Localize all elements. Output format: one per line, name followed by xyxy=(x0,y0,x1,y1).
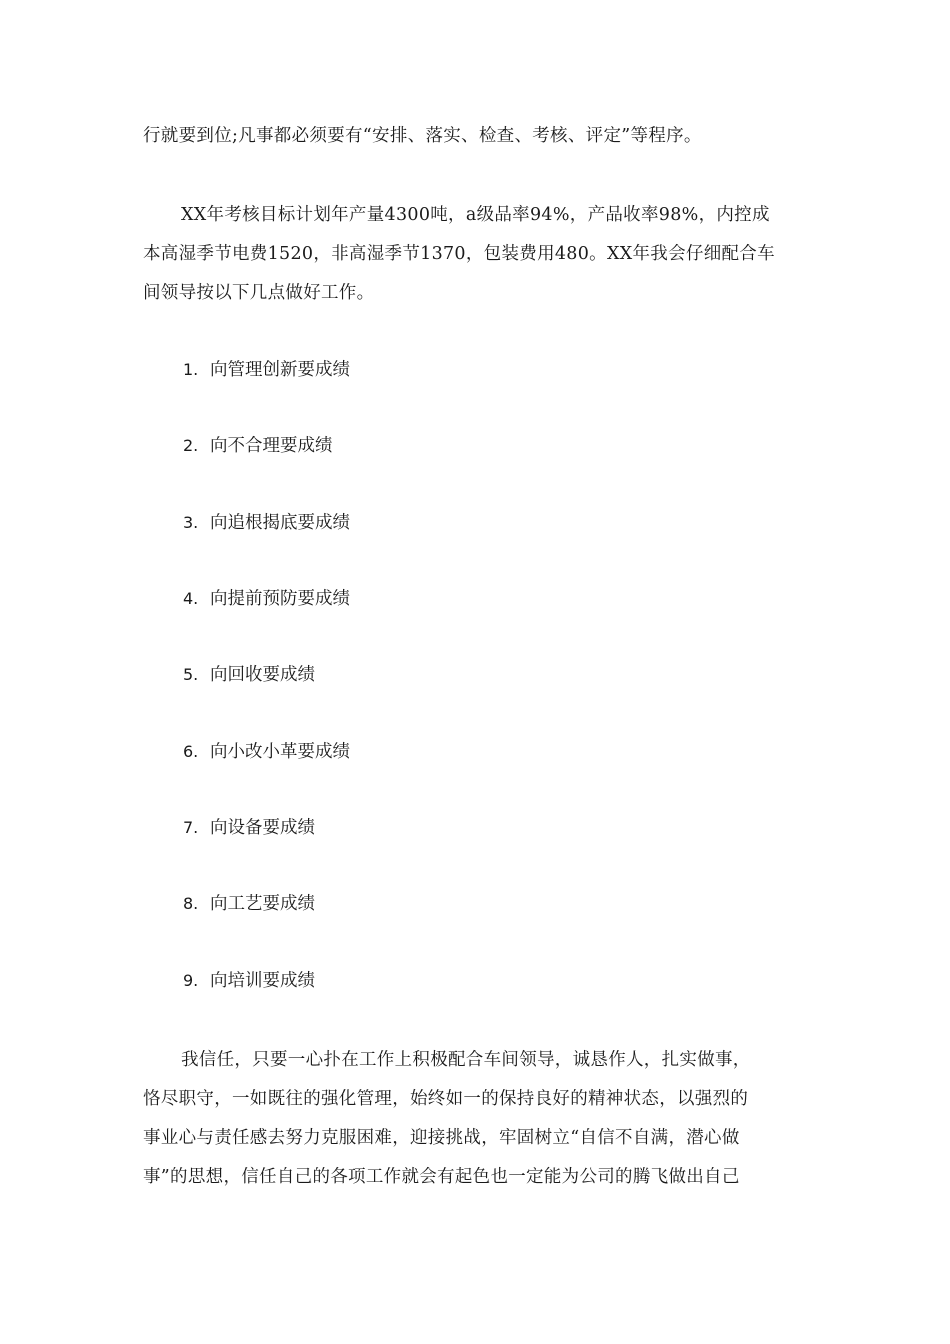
list-number: 1. xyxy=(183,360,199,379)
list-number: 4. xyxy=(183,589,199,608)
list-text: 向设备要成绩 xyxy=(210,818,315,838)
list-number: 7. xyxy=(183,818,199,837)
list-text: 向回收要成绩 xyxy=(210,665,315,685)
list-text: 向追根揭底要成绩 xyxy=(210,513,350,533)
list-number: 3. xyxy=(183,513,199,532)
list-number: 8. xyxy=(183,894,199,913)
list-text: 向培训要成绩 xyxy=(210,971,315,991)
list-item xyxy=(183,511,350,535)
intro-line: 行就要到位;凡事都必须要有“安排、落实、检查、考核、评定”等程序。 xyxy=(143,126,702,146)
list-text: 向提前预防要成绩 xyxy=(210,589,350,609)
list-item xyxy=(183,969,315,993)
list-item xyxy=(183,587,350,611)
paragraph-line: 本高湿季节电费1520，非高湿季节1370，包装费用480。XX年我会仔细配合车 xyxy=(143,244,775,264)
paragraph-line: 事业心与责任感去努力克服困难，迎接挑战，牢固树立“自信不自满，潜心做 xyxy=(143,1128,740,1148)
paragraph-line: 事”的思想，信任自己的各项工作就会有起色也一定能为公司的腾飞做出自己 xyxy=(143,1167,740,1187)
paragraph-targets xyxy=(143,196,808,313)
paragraph-line: 间领导按以下几点做好工作。 xyxy=(143,283,375,303)
list-text: 向管理创新要成绩 xyxy=(210,360,350,380)
list-item xyxy=(183,434,333,458)
list-text: 向不合理要成绩 xyxy=(210,436,333,456)
list-text: 向小改小革要成绩 xyxy=(210,742,350,762)
list-number: 5. xyxy=(183,665,199,684)
paragraph-line: 恪尽职守，一如既往的强化管理，始终如一的保持良好的精神状态，以强烈的 xyxy=(143,1089,749,1109)
paragraph-line: XX年考核目标计划年产量4300吨，a级品率94%，产品收率98%，内控成 xyxy=(181,205,770,225)
paragraph-conclusion xyxy=(143,1041,808,1197)
list-text: 向工艺要成绩 xyxy=(210,894,315,914)
paragraph-line: 我信任，只要一心扑在工作上积极配合车间领导，诚恳作人，扎实做事， xyxy=(181,1050,751,1070)
list-number: 2. xyxy=(183,436,199,455)
list-item xyxy=(183,358,350,382)
list-item xyxy=(183,892,315,916)
list-number: 6. xyxy=(183,742,199,761)
list-number: 9. xyxy=(183,971,199,990)
list-item xyxy=(183,740,350,764)
list-item xyxy=(183,816,315,840)
list-item xyxy=(183,663,315,687)
